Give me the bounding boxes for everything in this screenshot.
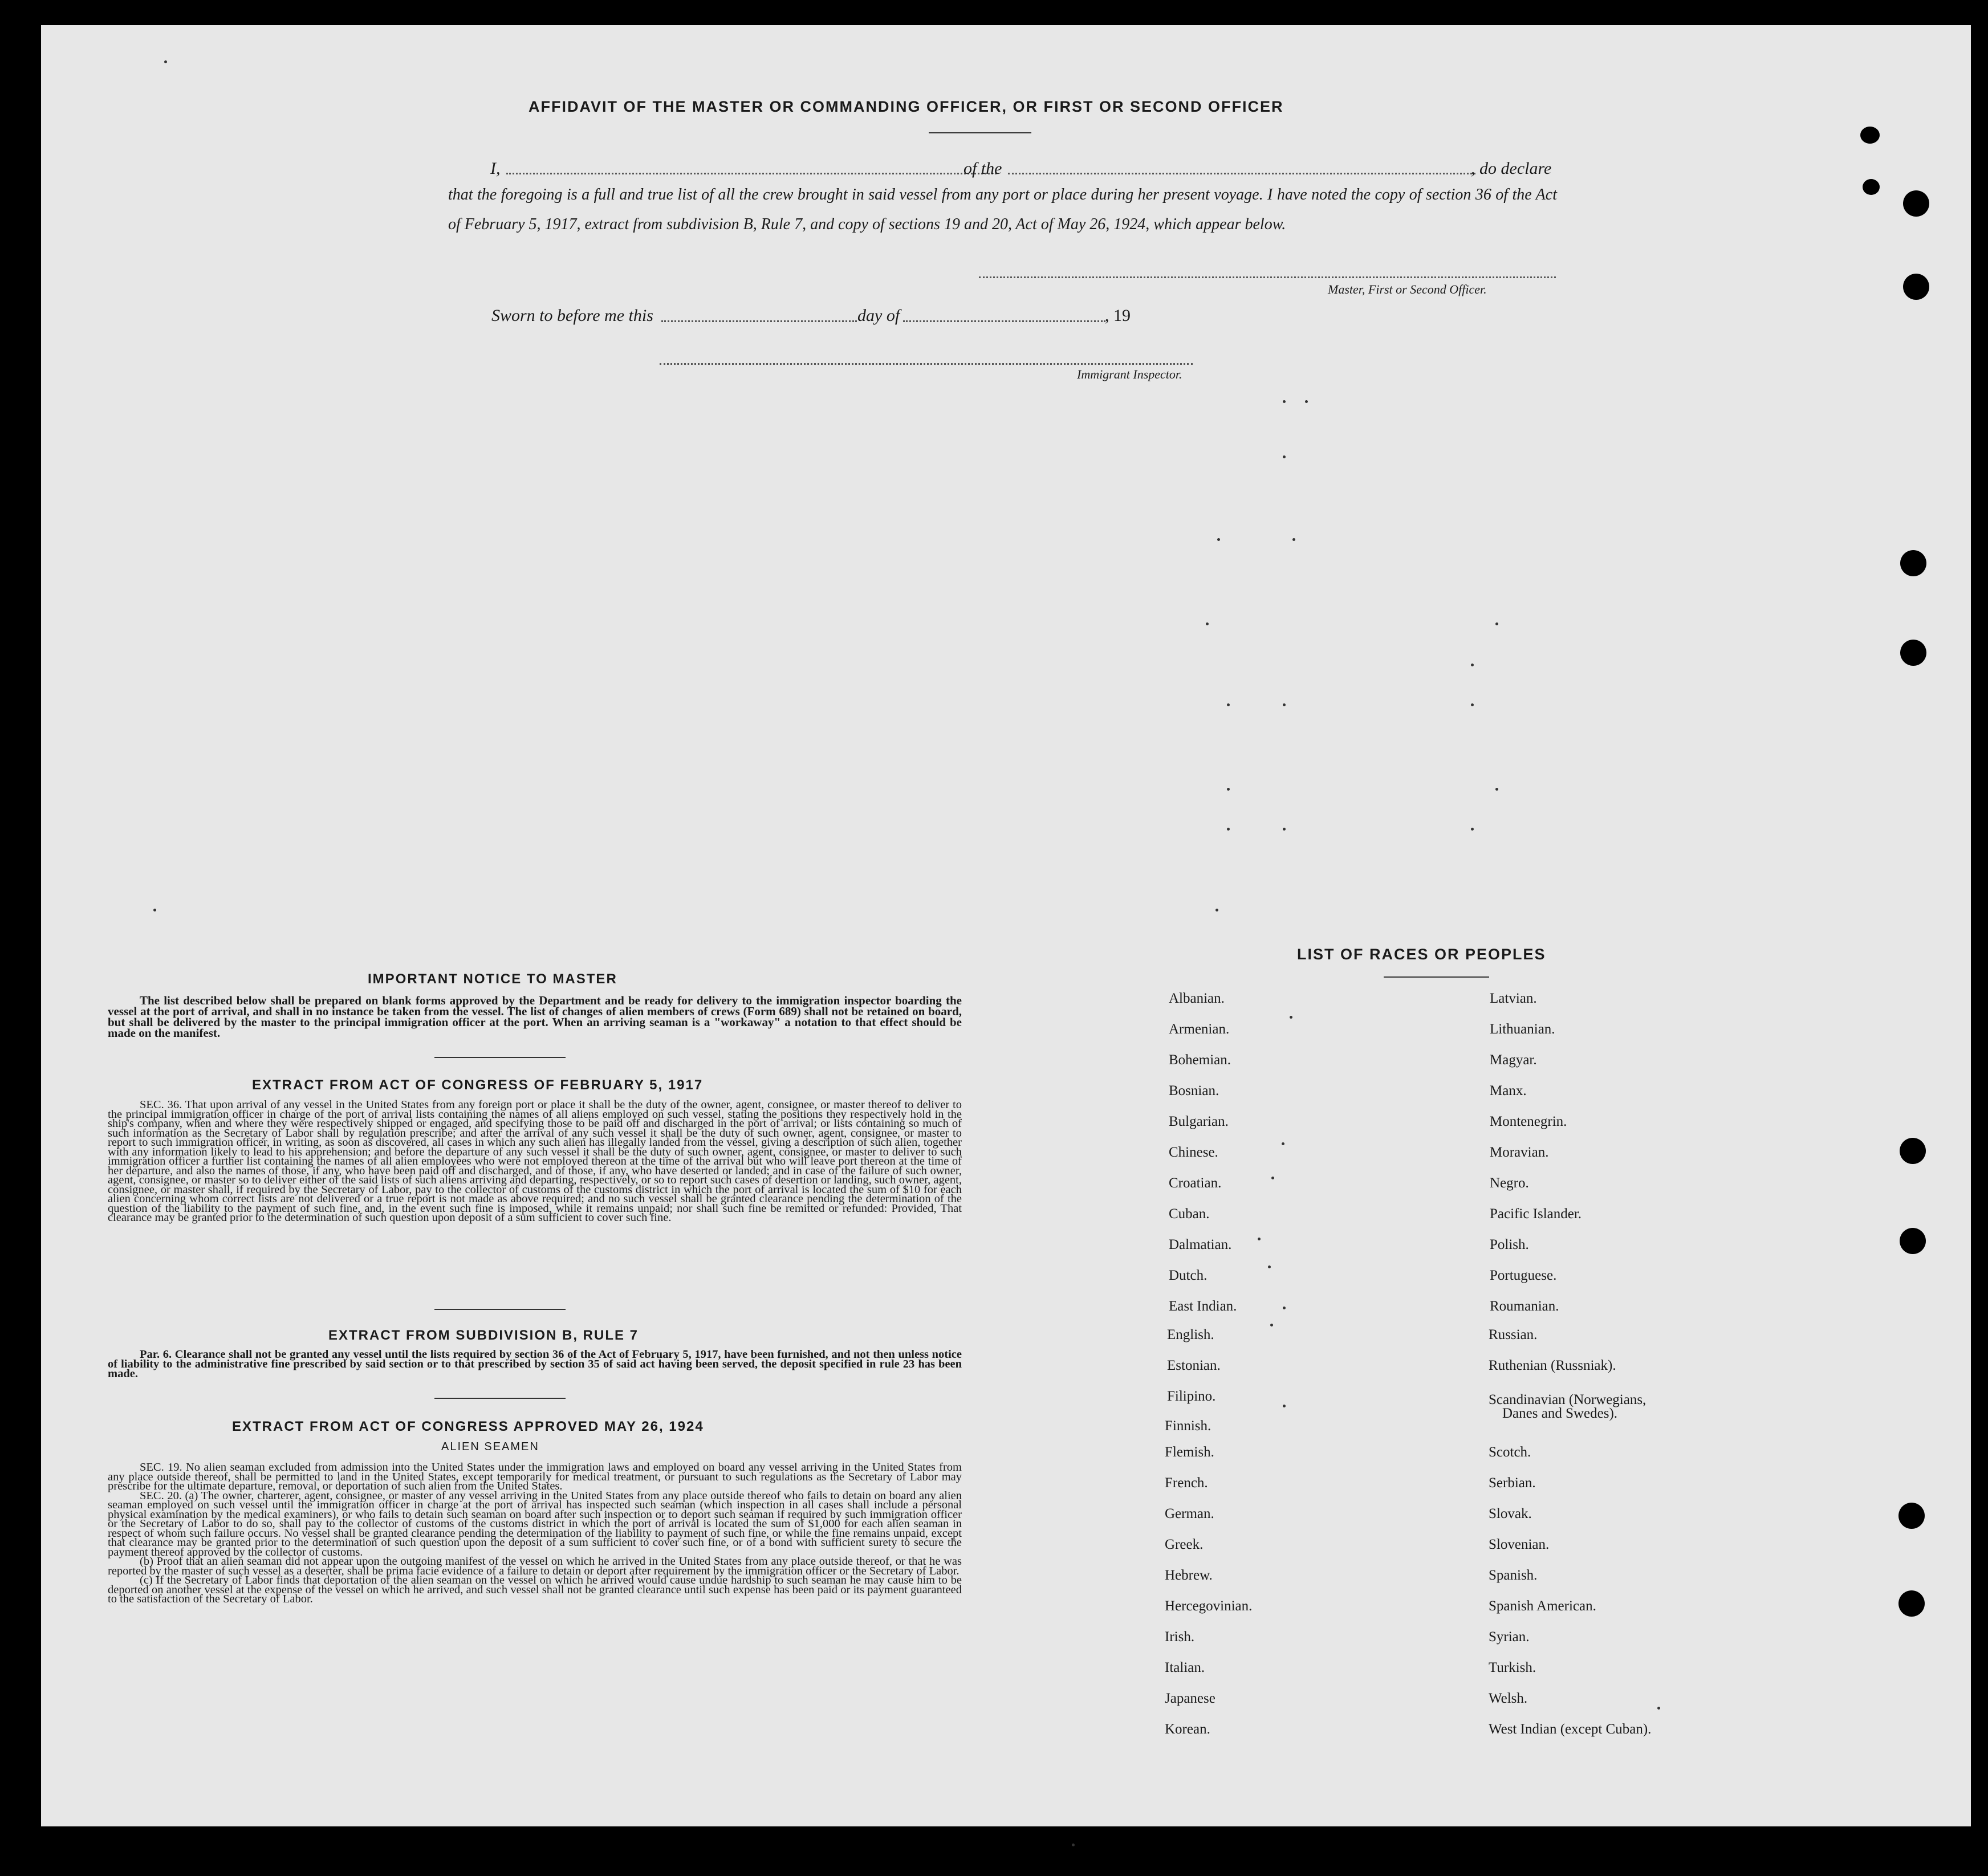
extract-rule7-body [108,1350,962,1379]
race-magyar: Magyar. [1490,1052,1537,1068]
paper-speck [1290,1016,1292,1019]
sworn-day-of-label: day of [857,306,900,325]
paper-speck [164,60,167,63]
paper-speck [1072,1844,1075,1846]
race-croatian: Croatian. [1169,1175,1222,1191]
vessel-name-field[interactable] [1008,173,1475,174]
paper-speck [1283,400,1286,403]
punch-hole [1898,1590,1925,1617]
race-flemish: Flemish. [1165,1444,1214,1460]
paper-speck [1283,1307,1286,1309]
paper-speck [1283,703,1286,706]
race-german: German. [1165,1506,1214,1521]
race-finnish: Finnish. [1165,1418,1211,1434]
race-lithuanian: Lithuanian. [1490,1022,1555,1037]
affidavit-body: that the foregoing is a full and true list of all the crew brought in said vessel from any port or place during her present voyage. I have noted the copy of section 36 of the Act of February 5, 1917, extract from subdivision B, Rule 7, and copy of sections 19 and 20, Act of May 26, 1924, which appear below. [448,186,1557,233]
affidavit-title-rule [929,132,1031,133]
race-french: French. [1165,1475,1208,1491]
race-polish: Polish. [1490,1237,1529,1252]
paper-speck [1495,788,1498,791]
race-spanish: Spanish. [1489,1568,1538,1583]
paper-speck [1292,538,1295,541]
race-west-indian: West Indian (except Cuban). [1489,1722,1652,1737]
extract-1924-subtitle: ALIEN SEAMEN [441,1440,539,1453]
race-estonian: Estonian. [1167,1358,1221,1373]
race-bohemian: Bohemian. [1169,1052,1231,1068]
paper-speck [1471,664,1474,666]
paper-speck [1657,1707,1660,1710]
race-hebrew: Hebrew. [1165,1568,1213,1583]
race-cuban: Cuban. [1169,1206,1210,1222]
race-welsh: Welsh. [1489,1691,1528,1706]
notice-paragraph: The list described below shall be prepared on blank forms approved by the Department and be ready for delivery to the immigration inspector boarding the vessel at the port of arrival, and shall in no instance be taken from the vessel. The list of changes of alien members of crews (Form 689) shall not be retained on board, but shall be delivered by the master to the principal immigration officer at the port. When an arriving seaman is a "workaway" a notation to that effect should be made on the manifest. [108,994,962,1040]
punch-hole [1900,640,1926,666]
paper-speck [1283,455,1286,458]
race-bosnian: Bosnian. [1169,1083,1219,1098]
race-armenian: Armenian. [1169,1022,1230,1037]
race-korean: Korean. [1165,1722,1210,1737]
race-chinese: Chinese. [1169,1145,1218,1160]
extract-1917-body [108,1100,962,1223]
paper-speck [1258,1238,1261,1240]
section-20c-paragraph: (c) If the Secretary of Labor finds that deportation of the alien seaman on the vessel on which he arrived would cause undue hardship to such seaman he may cause him to be deported on another vessel at the expense of the vessel on which he arrived, and such vessel shall not be granted clearance until such expense has been paid or its payment guaranteed to the satisfaction of the Secretary of Labor. [108,1574,962,1605]
race-moravian: Moravian. [1490,1145,1549,1160]
master-signature-label: Master, First or Second Officer. [1328,282,1487,296]
race-hercegovinian: Hercegovinian. [1165,1598,1253,1614]
notice-title: IMPORTANT NOTICE TO MASTER [368,971,617,987]
race-ruthenian: Ruthenian (Russniak). [1489,1358,1616,1373]
inspector-signature-line[interactable] [660,363,1193,365]
race-albanian: Albanian. [1169,991,1225,1006]
race-slovenian: Slovenian. [1489,1537,1550,1552]
race-english: English. [1167,1327,1214,1342]
sworn-day-field[interactable] [661,320,857,322]
race-italian: Italian. [1165,1660,1205,1675]
race-manx: Manx. [1490,1083,1527,1098]
race-pacific-islander: Pacific Islander. [1490,1206,1582,1222]
sworn-year-label: , 19 [1105,306,1131,325]
race-serbian: Serbian. [1489,1475,1536,1491]
extract-1924-body [108,1463,962,1604]
sworn-month-field[interactable] [903,320,1105,322]
extract-1924-title: EXTRACT FROM ACT OF CONGRESS APPROVED MAY 26, 1924 [232,1419,704,1434]
paper-speck [1215,909,1218,911]
affidavit-declare-label: , do declare [1471,159,1552,178]
race-japanese: Japanese [1165,1691,1215,1706]
race-greek: Greek. [1165,1537,1204,1552]
race-dalmatian: Dalmatian. [1169,1237,1232,1252]
race-scandinavian: Scandinavian (Norwegians, [1489,1392,1646,1407]
paper-speck [1206,622,1209,625]
race-negro: Negro. [1490,1175,1529,1191]
form-sheet [41,25,1971,1826]
race-montenegrin: Montenegrin. [1490,1114,1567,1129]
extract-rule7-title: EXTRACT FROM SUBDIVISION B, RULE 7 [328,1328,639,1343]
notice-rule [434,1057,566,1058]
affidavit-of-the-label: of the [963,159,1002,178]
rule7-paragraph: Par. 6. Clearance shall not be granted any vessel until the lists required by section 36 of the Act of February 5, 1917, have been furnished, and not then unless notice of liability to the administrative fine prescribed by said section or to that prescribed by section 35 of said act having been served, the deposit specified in rule 23 has been made. [108,1348,962,1380]
paper-speck [1271,1177,1274,1179]
inspector-signature-label: Immigrant Inspector. [1077,367,1182,381]
sworn-prefix: Sworn to before me this [491,306,653,325]
punch-hole [1860,127,1880,144]
extract-1917-title: EXTRACT FROM ACT OF CONGRESS OF FEBRUARY 5, 1917 [252,1077,704,1093]
paper-speck [1495,622,1498,625]
paper-speck [1268,1265,1271,1268]
extract-1917-rule [434,1309,566,1310]
punch-hole [1903,190,1929,217]
race-bulgarian: Bulgarian. [1169,1114,1229,1129]
affidavit-title: AFFIDAVIT OF THE MASTER OR COMMANDING OFFICER, OR FIRST OR SECOND OFFICER [528,98,1284,115]
race-syrian: Syrian. [1489,1629,1530,1645]
race-filipino: Filipino. [1167,1389,1216,1404]
race-dutch: Dutch. [1169,1268,1208,1283]
paper-speck [153,909,156,911]
notice-body [108,995,962,1039]
punch-hole [1900,1228,1926,1254]
paper-speck [1283,1405,1286,1407]
paper-speck [1227,788,1230,791]
punch-hole [1903,274,1929,300]
race-latvian: Latvian. [1490,991,1537,1006]
race-spanish-american: Spanish American. [1489,1598,1596,1614]
section-20a-paragraph: SEC. 20. (a) The owner, charterer, agent, consignee, or master of any vessel arriving in the United States from any place outside thereof who fails to detain on board any alien seaman employed on such vessel until the immigration officer in charge at the port of arrival has inspected such seaman (which inspection in all cases shall include a personal physical examination by the medical examiners), or who fails to detain such seaman on board after such inspection or to deport such seaman if required by such immigration officer or the Secretary of Labor to do so, shall pay to the collector of customs of the customs district in which the port of arrival is located the sum of $1,000 for each alien seaman in respect of whom such failure occurs. No vessel shall be granted clearance pending the determination of the liability to payment of such fine, or while the fine remains unpaid, except that clearance may be granted prior to the determination of such question upon the deposit of a sum sufficient to cover such fine, or of a bond with sufficient surety to secure the payment thereof approved by the collector of customs. [108,1489,962,1558]
paper-speck [1471,703,1474,706]
section-36-paragraph: SEC. 36. That upon arrival of any vessel in the United States from any foreign port or place it shall be the duty of the owner, agent, consignee, or master thereof to deliver to the principal immigration officer in charge of the port of arrival lists containing the names of all aliens employed on such vessel, stating the positions they respectively hold in the ship's company, when and where they were respectively shipped or engaged, and specifying those to be paid off and discharged in the port of arrival; or lists containing so much of such information as the Secretary of Labor shall by regulation prescribe; and after the arrival of any such vessel it shall be the duty of such owner, agent, consignee, or master to report to such immigration officer, in writing, as soon as discovered, all cases in which any such alien has illegally landed from the vessel, giving a description of such alien, together with any information likely to lead to his apprehension; and before the departure of any such vessel it shall be the duty of such owner, agent, consignee, or master to deliver to such immigration officer a further list containing the names of all alien employees who were not employed thereon at the time of the arrival but who will leave port thereon at the time of her departure, and also the names of those, if any, who have been paid off and discharged, and of those, if any, who have deserted or landed; and in case of the failure of such owner, agent, consignee, or master so to deliver either of the said lists of such aliens arriving and departing, respectively, or so to report such cases of desertion or landing, such owner, agent, consignee, or master shall, if required by the Secretary of Labor, pay to the collector of customs of the customs district in which the port of arrival is located the sum of $10 for each alien concerning whom correct lists are not delivered or a true report is not made as above required; and no such vessel shall be granted clearance pending the determination of the question of the liability to the payment of such fine, and, in the event such fine is imposed, while it remains unpaid; nor shall such fine be remitted or refunded: Provided, That clearance may be granted prior to the determination of such question upon deposit of a sum sufficient to cover such fine. [108,1098,962,1224]
races-title: LIST OF RACES OR PEOPLES [1297,946,1546,963]
paper-speck [1217,538,1220,541]
punch-hole [1900,550,1926,576]
race-slovak: Slovak. [1489,1506,1532,1521]
race-turkish: Turkish. [1489,1660,1536,1675]
paper-speck [1305,400,1308,403]
races-title-rule [1384,976,1489,978]
master-name-field[interactable] [506,173,997,174]
paper-speck [1282,1142,1284,1145]
punch-hole [1900,1138,1926,1164]
race-scotch: Scotch. [1489,1444,1531,1460]
punch-hole [1898,1503,1925,1529]
paper-speck [1227,703,1230,706]
extract-rule7-rule [434,1398,566,1399]
section-19-paragraph: SEC. 19. No alien seaman excluded from admission into the United States under the immigration laws and employed on board any vessel arriving in the United States from any place outside thereof, shall be permitted to land in the United States, except temporarily for medical treatment, or pursuant to such regulations as the Secretary of Labor may prescribe for the ultimate departure, removal, or deportation of such alien from the United States. [108,1461,962,1492]
paper-speck [1227,828,1230,831]
section-20b-paragraph: (b) Proof that an alien seaman did not appear upon the outgoing manifest of the vessel on which he arrived in the United States from any place outside thereof, or that he was reported by the master of such vessel as a deserter, shall be prima facie evidence of a failure to detain or deport after requirement by the immigration officer or the Secretary of Labor. [108,1555,962,1577]
race-portuguese: Portuguese. [1490,1268,1557,1283]
paper-speck [1471,828,1474,831]
paper-speck [1270,1324,1273,1326]
master-signature-line[interactable] [979,276,1556,278]
punch-hole [1863,179,1880,195]
race-east-indian: East Indian. [1169,1299,1237,1314]
race-irish: Irish. [1165,1629,1195,1645]
race-russian: Russian. [1489,1327,1538,1342]
paper-speck [1283,828,1286,831]
race-scandinavian-cont: Danes and Swedes). [1502,1406,1618,1421]
race-roumanian: Roumanian. [1490,1299,1559,1314]
affidavit-i-label: I, [490,159,501,178]
